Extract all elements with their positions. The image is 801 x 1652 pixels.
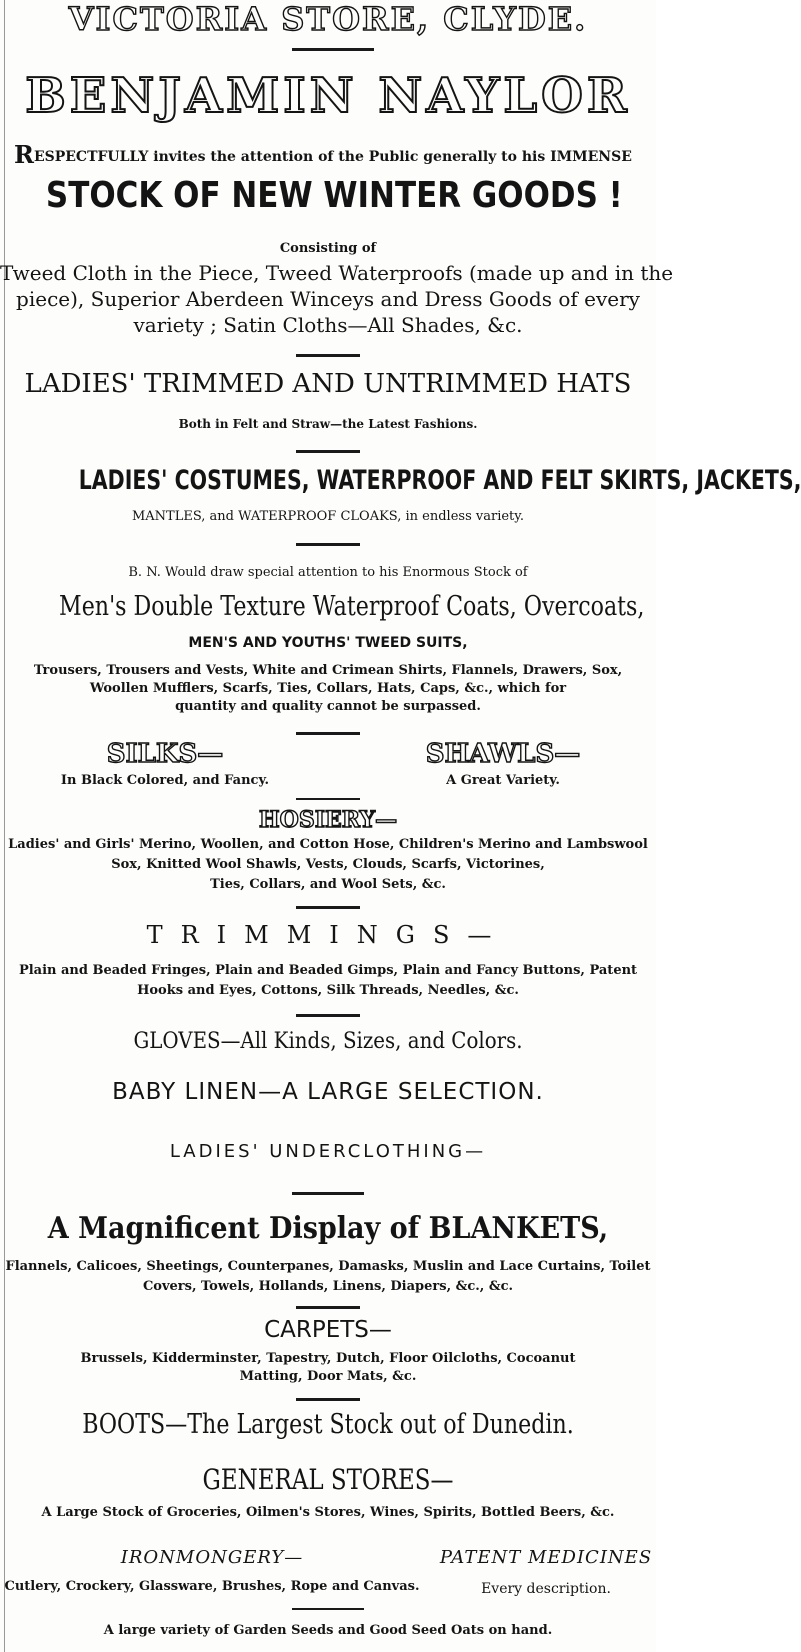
trimmings-heading: TRIMMINGS— (146, 921, 510, 949)
proprietor-name: BENJAMIN NAYLOR (25, 68, 631, 124)
hats-sub: Both in Felt and Straw—the Latest Fashions. (178, 417, 478, 431)
rule (296, 354, 360, 357)
silks-sub: In Black Colored, and Fancy. (60, 773, 270, 788)
patent-medicines-heading: PATENT MEDICINES (439, 1547, 653, 1568)
trimmings-line: Hooks and Eyes, Cottons, Silk Threads, Needles, &c. (137, 983, 519, 998)
rule (296, 798, 360, 800)
hats-heading: LADIES' TRIMMED AND UNTRIMMED HATS (24, 369, 632, 399)
rule (296, 543, 360, 546)
goods-line: Tweed Cloth in the Piece, Tweed Waterproofs (made up and in the (0, 261, 674, 285)
drop-cap: R (14, 140, 34, 169)
mens-line: Woollen Mufflers, Scarfs, Ties, Collars, Hats, Caps, &c., which for (89, 681, 567, 696)
rule (296, 906, 360, 909)
rule (296, 1014, 360, 1017)
footer-line: A large variety of Garden Seeds and Good Seed Oats on hand. (103, 1623, 553, 1638)
ironmongery-heading: IRONMONGERY— (120, 1547, 304, 1568)
blankets-line: Covers, Towels, Hollands, Linens, Diapers, &c., &c. (142, 1279, 514, 1294)
hosiery-heading: HOSIERY— (258, 807, 398, 833)
stock-heading: STOCK OF NEW WINTER GOODS ! (45, 175, 623, 216)
rule (292, 1192, 364, 1195)
general-stores-sub: A Large Stock of Groceries, Oilmen's Stores, Wines, Spirits, Bottled Beers, &c. (41, 1505, 615, 1520)
gloves-heading: GLOVES—All Kinds, Sizes, and Colors. (133, 1029, 523, 1054)
mens-heading: Men's Double Texture Waterproof Coats, Overcoats, (59, 591, 645, 622)
costumes-sub: MANTLES, and WATERPROOF CLOAKS, in endless variety. (131, 509, 525, 524)
trimmings-line: Plain and Beaded Fringes, Plain and Beaded Gimps, Plain and Fancy Buttons, Patent (18, 963, 638, 978)
consisting-label: Consisting of (279, 241, 377, 256)
ironmongery-sub: Cutlery, Crockery, Glassware, Brushes, Rope and Canvas. (4, 1579, 420, 1594)
mens-intro: B. N. Would draw special attention to his Enormous Stock of (128, 565, 528, 580)
shawls-heading: SHAWLS— (425, 739, 581, 769)
blankets-line: Flannels, Calicoes, Sheetings, Counterpanes, Damasks, Muslin and Lace Curtains, Toilet (5, 1259, 651, 1274)
hosiery-line: Ties, Collars, and Wool Sets, &c. (210, 877, 446, 892)
rule (296, 450, 360, 453)
intro-text: ESPECTFULLY invites the attention of the Public generally to his IMMENSE (33, 149, 632, 165)
baby-linen-heading: BABY LINEN—A LARGE SELECTION. (112, 1079, 544, 1105)
costumes-heading: LADIES' COSTUMES, WATERPROOF AND FELT SKIRTS, JACKETS, (78, 465, 801, 496)
silks-heading: SILKS— (106, 739, 224, 769)
masthead: VICTORIA STORE, CLYDE. (68, 0, 588, 38)
mens-sub: MEN'S AND YOUTHS' TWEED SUITS, (188, 635, 468, 651)
rule (296, 1398, 360, 1401)
carpets-line: Brussels, Kidderminster, Tapestry, Dutch, Floor Oilcloths, Cocoanut (80, 1351, 576, 1366)
hosiery-line: Ladies' and Girls' Merino, Woollen, and Cotton Hose, Children's Merino and Lambswool (8, 837, 648, 852)
mens-line: quantity and quality cannot be surpassed. (175, 699, 481, 714)
rule (292, 48, 374, 51)
intro-line (14, 142, 656, 169)
goods-line: variety ; Satin Cloths—All Shades, &c. (133, 313, 523, 337)
blankets-heading: A Magnificent Display of BLANKETS, (47, 1211, 609, 1246)
rule (296, 732, 360, 735)
shawls-sub: A Great Variety. (446, 773, 560, 788)
rule (296, 1306, 360, 1309)
boots-heading: BOOTS—The Largest Stock out of Dunedin. (82, 1409, 574, 1440)
carpets-line: Matting, Door Mats, &c. (239, 1369, 417, 1384)
rule (292, 1608, 364, 1610)
general-stores-heading: GENERAL STORES— (202, 1463, 454, 1496)
patent-medicines-sub: Every description. (481, 1581, 611, 1597)
carpets-heading: CARPETS— (264, 1317, 392, 1343)
goods-line: piece), Superior Aberdeen Winceys and Dress Goods of every (16, 287, 640, 311)
hosiery-line: Sox, Knitted Wool Shawls, Vests, Clouds, Scarfs, Victorines, (111, 857, 545, 872)
underclothing-heading: LADIES' UNDERCLOTHING— (169, 1141, 487, 1162)
mens-line: Trousers, Trousers and Vests, White and Crimean Shirts, Flannels, Drawers, Sox, (33, 663, 623, 678)
